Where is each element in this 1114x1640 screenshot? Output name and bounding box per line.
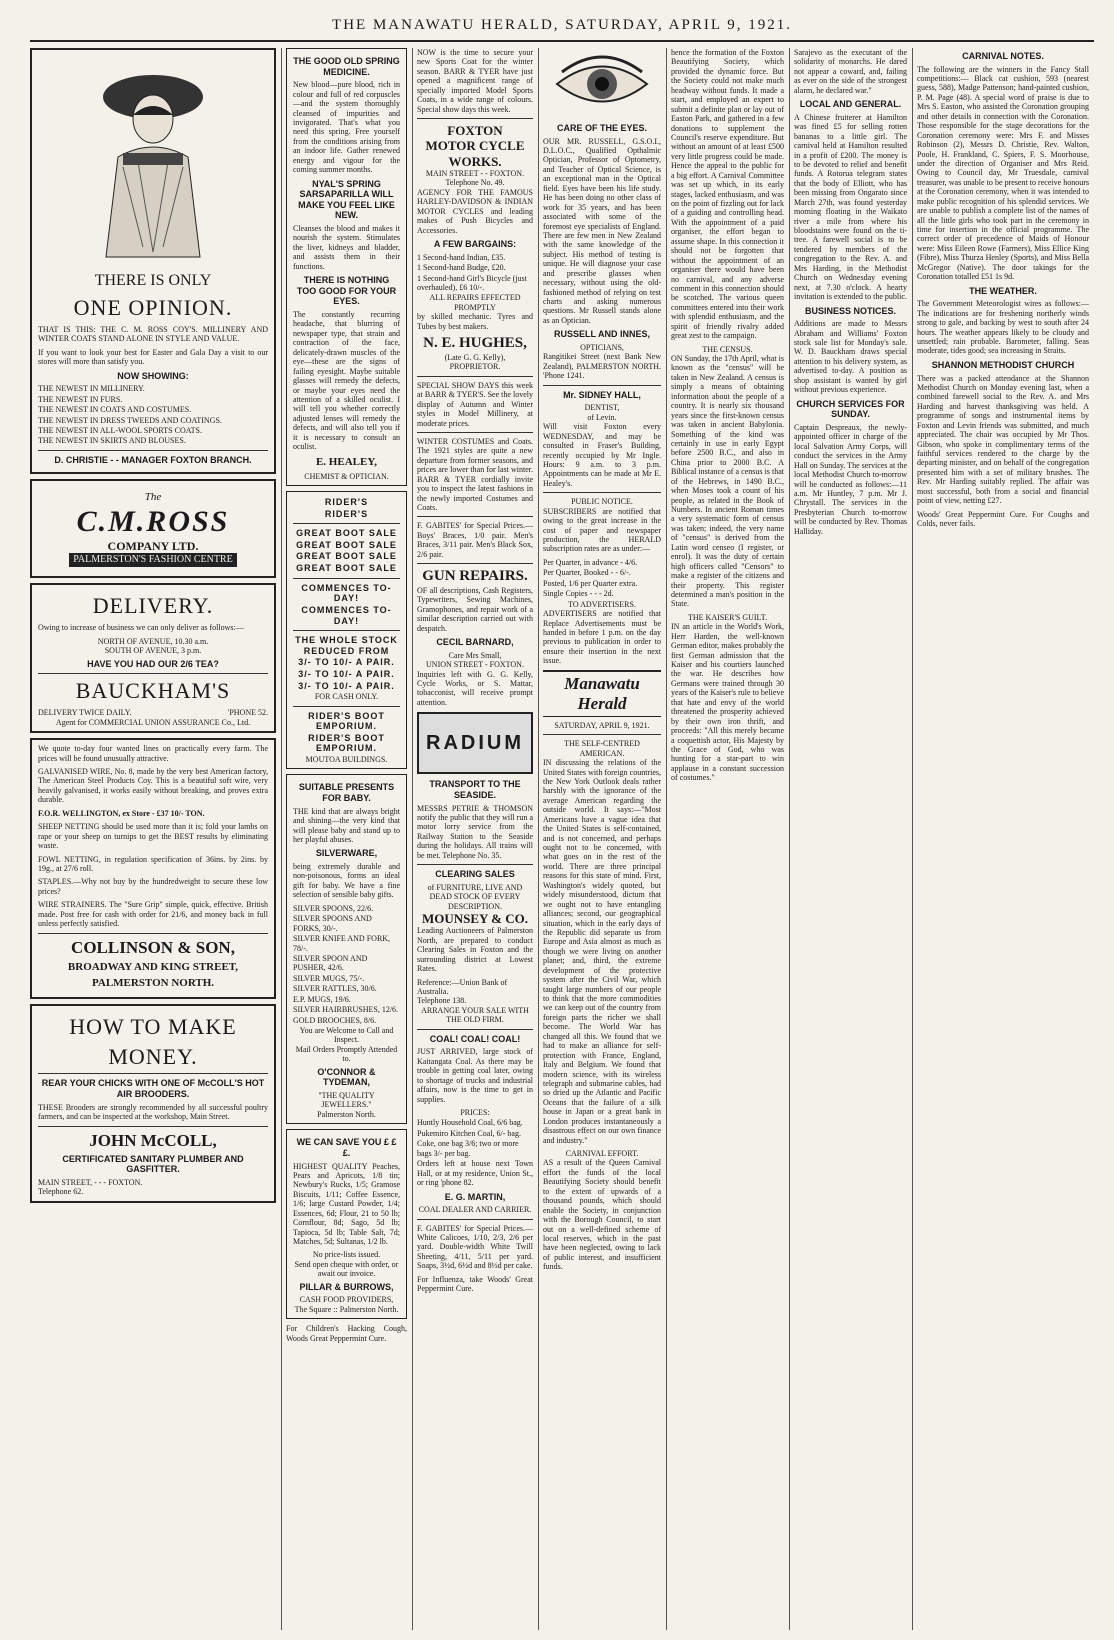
column-rule — [666, 48, 667, 1630]
russell-address: Rangitikei Street (next Bank New Zealand), PALMERSTON NORTH. 'Phone 1241. — [543, 352, 661, 381]
russell-sub: OPTICIANS, — [580, 342, 624, 352]
arrange-line: ARRANGE YOUR SALE WITH THE OLD FIRM. — [421, 1005, 529, 1025]
advertisers-text: ADVERTISERS are notified that Replace Advertisements must be handed in before 1 p.m. on the day previous to publication in order to ensure their insertion in the next issue. — [543, 609, 661, 666]
column-6 — [794, 48, 907, 1630]
gun-text: OF all descriptions, Cash Registers, Typewriters, Sewing Machines, Gramophones, and repair work of a similar description carried out with despatch. — [417, 585, 533, 633]
hall-sub: DENTIST, — [584, 403, 620, 413]
carnival-notes-text: The following are the winners in the Fancy Stall competitions:— Black cat cushion, 593 (nearest guess, 588), Madge Pattenson; hand-painted cushion, P. M. Page (48). A special word of praise is due to Mrs S. Easton, who assisted the Coronation grouping and other details in connection with the Coronation. Those responsible for the stage decorations for the Coronation ceremony were: Mrs F. and Misses Robinson (2), Messrs D. Christie, Rev. Walton, Poole, H. Frankland, C. Spiers, F. S. Moorhouse, under the direction of Organiser and Mrs Reid. Owing to Council day, Mr Truesdale, carnival treasurer, was unable to be present to receive honours at the Coronation ceremony, when it was intended to make public recognition of his splendid services. We are unable to publish a complete list of the names of all the little girls who took part in the ceremony in time for insertion in the official programme. The correct order of precedence of Maids of Honour were: Miss Eileen Rowe (Farmers), Miss Ellice King (Fibre), Miss Thurza Henley (Sports), and Miss Bella McGregor (Native). The door takings for the Coronation totalled £51 1s 9d. — [917, 64, 1089, 282]
hall-name: Mr. SIDNEY HALL, — [563, 389, 641, 400]
shannon-heading: SHANNON METHODIST CHURCH — [931, 359, 1075, 370]
bargain-item: 1 Second-hand Budge, £20. — [417, 263, 506, 273]
money-heading-2: MONEY. — [108, 1043, 198, 1069]
pair-line: 3/- TO 10/- A PAIR. — [298, 680, 395, 691]
column-7 — [917, 48, 1089, 1630]
column-1 — [30, 48, 276, 1630]
local-heading: LOCAL AND GENERAL. — [799, 99, 902, 110]
silver-item: GOLD BROOCHES, 8/6. — [293, 1015, 377, 1025]
mccoll-address: MAIN STREET, - - - FOXTON. — [38, 1177, 143, 1187]
silver-item: SILVER MUGS, 75/-. — [293, 973, 365, 983]
showing-item: THE NEWEST IN ALL-WOOL SPORTS COATS. — [38, 425, 202, 435]
riders-heading: RIDER'S — [324, 508, 369, 519]
motor-address: MAIN STREET - - FOXTON. Telephone No. 49. — [425, 169, 525, 188]
opinion-line-2: ONE OPINION. — [73, 294, 233, 320]
baby-text: THE kind that are always bright and shining—the very kind that will please baby and stand up to her playful abuses. — [293, 806, 400, 844]
logo-the: The — [144, 490, 162, 503]
silver-item: E.P. MUGS, 19/6. — [293, 994, 351, 1004]
repairs-text: by skilled mechanic. Tyres and Tubes by best makers. — [417, 312, 533, 331]
bauckham-name: BAUCKHAM'S — [75, 678, 231, 704]
editorial-heading: THE SELF-CENTRED AMERICAN. — [564, 739, 640, 758]
showing-item: THE NEWEST IN COATS AND COSTUMES. — [38, 405, 192, 415]
mccoll-advert — [30, 1004, 276, 1203]
delivery-heading: DELIVERY. — [92, 593, 214, 619]
weather-text: The Government Meteorologist wires as follows:— The indications are for freshening northerly winds strong to gale, and backing by west to south after 24 hours. The weather appears likely to be cloudy and unsettled; rain probable. Barometer, falling. Seas moderate, tides good; sea increasing in Straits. — [917, 299, 1089, 356]
column-5 — [671, 48, 784, 1630]
census-text: ON Sunday, the 17th April, what is known as the "census" will be taken in New Zealand. A census is simply a means of obtaining information about the people of a country. It is nearly six thousand years since the first-known census was taken in ancient Babylonia. Something of the kind was certainly in use in early Egypt before 2500 B.C., and also in China prior to 2000 B.C. A Biblical instance of a census is that of the Hebrews, in 1490 B.C., when Moses took a count of his people, as related in the Book of Numbers. In ancient Roman times a very systematic form of census was taken; indeed, the very name of "census" is derived from the Latin word censeo (I register, or enrol). It was the duty of certain high officers called "Censors" to make a register of the citizens and their property. This register determined a man's position in the State. — [671, 354, 784, 609]
showing-item: THE NEWEST IN FURS. — [38, 394, 123, 404]
bargain-item: 1 Second-hand Indian, £35. — [417, 252, 506, 262]
sale-line: GREAT BOOT SALE — [296, 539, 397, 550]
radium-advert — [417, 712, 533, 774]
woods-cure: For Children's Hacking Cough, Woods Great Peppermint Cure. — [286, 1324, 407, 1343]
mounsey-telephone: Telephone 138. — [417, 996, 467, 1006]
eyes-text: The constantly recurring headache, that blurring of newspaper type, that strain and contraction of the face, delicately-drawn muscles of the eye—these are the signs of failing eyesight. Maybe suitable glasses will remedy the defects, or maybe your eyes need the attention of a skilled oculist. I will tell you whether correctly adjusted lenses will remedy the defects, and will also tell you if it is necessary to consult an oculist. — [293, 310, 400, 452]
collinson-item: WIRE STRAINERS. The "Sure Grip" simple, quick, effective. British made. Post free for cash with order for 21/6, and money back in full unless perfectly satisfied. — [38, 900, 268, 929]
carnival-effort-heading: CARNIVAL EFFORT. — [565, 1149, 639, 1159]
emporium-line: RIDER'S BOOT EMPORIUM. — [308, 732, 385, 754]
opinion-text: THAT IS THIS: THE C. M. ROSS COY'S. MILLINERY AND WINTER COATS STAND ALONE IN STYLE AND VALUE. — [38, 324, 268, 344]
logo-company: COMPANY LTD. — [107, 539, 199, 554]
coal-orders: Orders left at house next Town Hall, or at my residence, Union St., or ring 'phone 82. — [417, 1159, 533, 1188]
rate-line: Per Quarter, Booked - - 6/-. — [543, 568, 631, 578]
logo-main: C.M.ROSS — [76, 504, 230, 538]
price-item: Huntly Household Coal, 6/6 bag. — [417, 1118, 523, 1128]
delivery-advert — [30, 583, 276, 733]
showing-item: THE NEWEST IN MILLINERY. — [38, 384, 145, 394]
silver-item: SILVER HAIRBRUSHES, 12/6. — [293, 1005, 399, 1015]
collinson-advert — [30, 738, 276, 998]
column-2 — [286, 48, 407, 1630]
herald-date: SATURDAY, APRIL 9, 1921. — [554, 720, 650, 730]
hughes-prop: PROPRIETOR. — [449, 362, 501, 372]
silver-item: SILVER KNIFE AND FORK, 78/-. — [293, 934, 391, 953]
clearing-heading: CLEARING SALES — [435, 869, 515, 880]
winter-costumes-text: WINTER COSTUMES and Coats. The 1921 styles are quite a new departure from former seasons, and prices are lower than for last winter. BARR & TYER cordially invite you to inspect the latest fashions in the newly imported Costumes and Coats. — [417, 436, 533, 513]
column-3 — [417, 48, 533, 1630]
logo-centre: PALMERSTON'S FASHION CENTRE — [69, 553, 236, 567]
showing-item: THE NEWEST IN DRESS TWEEDS AND COATINGS. — [38, 415, 222, 425]
silver-text: being extremely durable and non-poisonous, forms an ideal gift for baby. We have a fine selection of sensible baby gifts. — [293, 862, 400, 900]
pair-line: 3/- TO 10/- A PAIR. — [298, 668, 395, 679]
sale-line: GREAT BOOT SALE — [296, 528, 397, 539]
martin-sub: COAL DEALER AND CARRIER. — [418, 1205, 532, 1215]
rate-line: Per Quarter, in advance - 4/6. — [543, 557, 638, 567]
census-heading: THE CENSUS. — [702, 344, 753, 354]
collinson-address: BROADWAY AND KING STREET, — [67, 960, 239, 973]
hughes-name: N. E. HUGHES, — [423, 335, 527, 352]
bauckham-agent: Agent for COMMERCIAL UNION ASSURANCE Co., Ltd. — [55, 717, 251, 727]
gabites-text: F. GABITES' for Special Prices.—Boys' Braces, 1/0 pair. Men's Braces, 3/11 pair. Men's Black Sox, 2/6 pair. — [417, 521, 533, 559]
clearing-sub: of FURNITURE, LIVE AND DEAD STOCK OF EVERY DESCRIPTION. — [427, 882, 523, 911]
kaiser-continued-text: Sarajevo as the executant of the solidarity of monarchs. He dared not appear a coward, and, failing as ever on the side of the strongest alarm, he declared war." — [794, 48, 907, 95]
collinson-intro: We quote to-day four wanted lines on practically every farm. The prices will be found unusually attractive. — [38, 744, 268, 763]
foxton-heading: FOXTON — [447, 123, 503, 139]
money-heading-1: HOW TO MAKE — [69, 1013, 237, 1039]
business-text: Additions are made to Messrs Abraham and Williams' Foxton stock sale list for Monday's sale. W. D. Bauckham draws special attention to his delivery system, as advertised to-day. A position as shop assistant is wanted by girl without previous experience. — [794, 319, 907, 395]
riders-advert — [286, 491, 407, 769]
herald-nameplate: Manawatu Herald — [543, 670, 661, 717]
silver-item: SILVER SPOONS, 22/6. — [293, 903, 374, 913]
price-item: Pukemiro Kitchen Coal, 6/- bag. — [417, 1128, 521, 1138]
spring-heading: THE GOOD OLD SPRING MEDICINE. — [293, 56, 400, 77]
mounsey-reference: Reference:—Union Bank of Australia. — [417, 977, 508, 997]
collinson-item: F.O.R. WELLINGTON, ex Store - £37 10/- TON. — [38, 808, 205, 818]
carnival-effort-text: AS a result of the Queen Carnival effort the funds of the local Beautifying Society should benefit to the extent of upwards of a thousand pounds, which should enable the Society, in conjunction with the Borough Council, to start out on a well-defined scheme of local reserves, which in the past have been neglected, owing to lack of public interest, and insufficient funds. — [543, 1158, 661, 1272]
show-days-text: SPECIAL SHOW DAYS this week at BARR & TYER'S. See the lovely display of Autumn and Winter styles in Model Millinery, at moderate prices. — [417, 380, 533, 428]
motor-agency: AGENCY FOR THE FAMOUS HARLEY-DAVIDSON & INDIAN MOTOR CYCLES and leading makes of Push Bicycles and Accessories. — [417, 187, 533, 235]
silver-item: SILVER SPOON AND PUSHER, 42/6. — [293, 953, 368, 973]
hughes-sub: (Late G. G. Kelly), — [444, 352, 506, 362]
russell-name: RUSSELL AND INNES, — [553, 329, 650, 340]
gun-heading: GUN REPAIRS. — [422, 568, 528, 585]
bargains-heading: A FEW BARGAINS: — [433, 239, 517, 250]
bauckham-phone: 'PHONE 52. — [227, 708, 268, 718]
eye-icon — [552, 54, 652, 114]
woods-cure-2: Woods' Great Peppermint Cure. For Coughs and Colds, never fails. — [917, 509, 1089, 529]
money-text: THESE Brooders are strongly recommended by all successful poultry farmers, and can be inspected at the workshop, Main Street. — [38, 1102, 268, 1122]
bauckham-delivery: DELIVERY TWICE DAILY. — [38, 708, 132, 718]
column-rule — [538, 48, 539, 1630]
nyal-heading: NYAL'S SPRING SARSAPARILLA WILL MAKE YOU FEEL LIKE NEW. — [298, 178, 395, 221]
delivery-text: Owing to increase of business we can only deliver as follows:— — [38, 623, 244, 633]
notice-text: SUBSCRIBERS are notified that owing to the great increase in the cost of paper and newspaper production, the HERALD subscription rates are as under:— — [543, 506, 661, 554]
save-heading: WE CAN SAVE YOU £ £ £. — [296, 1137, 397, 1158]
pillar-advert — [286, 1129, 407, 1319]
mounsey-name: MOUNSEY & CO. — [421, 911, 529, 927]
motor-heading: MOTOR CYCLE WORKS. — [425, 138, 525, 169]
carnival-notes-heading: CARNIVAL NOTES. — [962, 51, 1044, 61]
manager-line: D. CHRISTIE - - MANAGER FOXTON BRANCH. — [54, 454, 252, 465]
carnival-continued-text: hence the formation of the Foxton Beautifying Society, which provided the dynamic force. But the Society could not make much headway without funds. It made a start, and employed an expert to submit a definite plan or lay out of Easton Park, and gathered in a few donations to supplement the Council's reserve expenditure. But without an amount of at least £500 very little progress could be made. Hence the appeal to the public for a big effort. A Carnival Committee was set up which, in its early stages, lacked enthusiasm, and was on the point of fizzling out for lack of a guiding and controlling head. With the appointment of a paid organiser, the effort began to assume shape. In this connection it should not be forgotten that without the appointment of an organiser there would have been no carnival, and any adverse comment in this connection should be scotched. The various queen committees entered into their work with splendid enthusiasm, and the spirit of friendly rivalry added great zest to the campaign. — [671, 48, 784, 341]
radium-label: RADIUM — [426, 731, 524, 754]
collinson-item: GALVANISED WIRE, No. 8, made by the very best American factory, The American Steel Products Coy. This is a beautiful soft wire, very heavily galvanised, it works easily without breaking, and proves extra durable. — [38, 767, 268, 805]
hall-sub-2: of Levin. — [587, 412, 617, 422]
barnard-address: UNION STREET - FOXTON. — [426, 660, 524, 670]
coal-text: JUST ARRIVED, large stock of Kaitangata Coal. As there may be trouble in getting coal later, owing to shortage of trucks and industrial affairs, now is the time to get in supplies. — [417, 1047, 533, 1104]
care-text: OUR MR. RUSSELL, G.S.O.I., D.L.O.C., Qualified Opthalmic Optician, Professor of Optometry, and Teacher of Optical Science, is an exceptional man in the Optical field. Eyes have been his life study. He has been doing no other class of work for 35 years, and has been associated with some of the foremost eye specialists of England. There are few men in New Zealand with the same knowledge of the subject. His method of testing is unique. He will diagnose your case and prescribe glasses when necessary, without using the old-fashioned method of relying on test charts and asking numerous questions. Mr Russell stands alone as an Optician. — [543, 136, 661, 325]
opinion-sub: If you want to look your best for Easter and Gala Day a visit to our stores will more than satisfy you. — [38, 347, 268, 367]
influenza-text: For Influenza, take Woods' Great Peppermint Cure. — [417, 1274, 533, 1294]
column-rule — [281, 48, 282, 1630]
transport-heading: TRANSPORT TO THE SEASIDE. — [429, 779, 521, 800]
barnard-name: CECIL BARNARD, — [436, 637, 514, 648]
care-heading: CARE OF THE EYES. — [556, 123, 647, 133]
weather-heading: THE WEATHER. — [969, 285, 1037, 296]
nyal-text: Cleanses the blood and makes it nourish the system. Stimulates the liver, kidneys and bladder, and assists them in their functions. — [293, 224, 400, 271]
oconnor-name: O'CONNOR & TYDEMAN, — [317, 1066, 376, 1088]
rate-line: Posted, 1/6 per Quarter extra. — [543, 578, 638, 588]
oconnor-advert — [286, 774, 407, 1124]
editorial-text: IN discussing the relations of the United States with foreign countries, the New York Outlook deals rather harshly with the ignorance of the average American regarding the outside world. It says:—"Most Americans have a vague idea that the United States is self-contained, and is not concerned, and perhaps ought not to be concerned, with what goes on in the rest of the world. There are three principal reasons for this state of mind. First, Washington's widely quoted, but widely misunderstood, dictum that we ought not to have entangling alliances; second, our geographical situation, which in the early days of the Republic did separate us from Europe and Asia almost as much as though we were living on another planet; and, third, the extreme development of the protective system after the Civil War, which taught large numbers of our people to think that the more commodities we can keep out of the country from foreign parts the richer we shall become. The World War has changed all this. We found that we had to make an alliance for self-protection with France, England, Italy and Belgium. We found that modern science, with its wireless telegraph and submarine cables, had so dried up the Atlantic and Pacific Oceans that the failure of a silk house in Japan or a great bank in London produces instantaneously a disastrous effect on our own finance and industry." — [543, 758, 661, 1145]
sale-line: GREAT BOOT SALE — [296, 551, 397, 562]
barnard-sub: Care Mrs Small, — [448, 650, 502, 660]
local-text: A Chinese fruiterer at Hamilton was fined £5 for selling rotten bananas to a little girl. The carnival held at Hamilton resulted in a profit of £200. The money is to be devoted to relief and benefit funds. A Rotorua telegram states that the body of Elliott, who has been missing from Ongarato since March 27th, was found yesterday morning floating in the Waikato river a mile from where his bloodstains were found on the ti-tree. A farewell social is to be tendered by members of the congregation to the Rev. A. and Mrs Harding, in the Methodist Church on Wednesday evening next, at 7.30 o'clock. A hearty invitation is extended to the public. — [794, 112, 907, 302]
pillar-address: The Square :: Palmerston North. — [294, 1304, 399, 1314]
showing-list — [38, 384, 268, 446]
now-showing-heading: NOW SHOWING: — [117, 370, 189, 381]
notice-heading: PUBLIC NOTICE. — [571, 497, 633, 507]
barnard-note: Inquiries left with G. G. Kelly, Cycle Works, or S. Mattar, tobacconist, will receive prompt attention. — [417, 669, 533, 707]
gabites-text-2: F. GABITES' for Special Prices.—White Calicoes, 1/10, 2/3, 2/6 per yard. Double-width White Twill Sheeting, 4/11, 5/11 per yard. Soaps, 3½d, 6½d and 8½d per cake. — [417, 1223, 533, 1271]
advertisers-heading: TO ADVERTISERS. — [568, 599, 636, 609]
riders-heading: RIDER'S — [324, 497, 369, 508]
healey-sub: CHEMIST & OPTICIAN. — [304, 471, 389, 481]
whole-stock: THE WHOLE STOCK REDUCED FROM — [295, 635, 398, 656]
delivery-north: NORTH OF AVENUE, 10.30 a.m. — [97, 636, 209, 646]
shannon-text: There was a packed attendance at the Shannon Methodist Church on Monday evening last, when a combined farewell social to the Rev. A. and Mrs Harding and harvest thanksgiving was held. A programme of songs and instrumental items by Foxton and Levin friends was submitted, and much appreciated. The chair was occupied by Mr Thos. Gibson, who spoke in complimentary terms of the faithful services rendered to the charge by the departing minister, and on behalf of the congregation presented him with a set of military brushes. The Rev. Mr Harding suitably replied. The affair was most successful, both from a social and financial point of view, netting £27. — [917, 373, 1089, 506]
mccoll-sub: CERTIFICATED SANITARY PLUMBER AND GASFITTER. — [62, 1153, 244, 1175]
column-4 — [543, 48, 661, 1630]
church-text: Captain Despreaux, the newly-appointed officer in charge of the local Salvation Army Corps, will conduct the services in the Army Hall on Sunday. The services at the local Methodist Church to-morrow will be conducted as follows:—11 a.m. Mr Huntley, 7 p.m. Mr J. Chrystall. The services in the Presbyterian Church to-morrow will be conducted by Rev. Thomas Halliday. — [794, 422, 907, 536]
moutoa-buildings: MOUTOA BUILDINGS. — [305, 755, 388, 765]
lady-in-hat-illustration — [38, 54, 268, 269]
rate-line: Single Copies - - - 2d. — [543, 589, 614, 599]
healey-name: E. HEALEY, — [315, 455, 378, 468]
transport-text: MESSRS PETRIE & THOMSON notify the public that they will run a motor lorry service from the Railway Station to the Seaside during the holidays. All trains will be met. Telephone No. 35. — [417, 803, 533, 860]
coats-text: NOW is the time to secure your new Sports Coat for the winter season. BARR & TYER have just opened a magnificent range of specially imported Model Sports Coats, in a wide range of colours. Special show days this week. — [417, 48, 533, 114]
save-text: HIGHEST QUALITY Peaches, Pears and Apricots, 1/8 tin; Newbury's Rucks, 1/5; Gramose Biscuits, 1/11; Coffee Essence, 1/6; large Custard Powder, 1/4; Essences, 6d; Flour, 21 to 50 lb; Cornflour, 8d; Sago, 5d lb; Tapioca, 5d lb; Table Salt, 7d; Matches, 5d; Sultanas, 1/2 lb. — [293, 1161, 400, 1247]
prices-heading: PRICES: — [460, 1108, 490, 1118]
silver-item: SILVER RATTLES, 30/6. — [293, 984, 377, 994]
coal-heading: COAL! COAL! COAL! — [429, 1033, 521, 1044]
collinson-name: COLLINSON & SON, — [71, 937, 235, 957]
spring-text: New blood—pure blood, rich in colour and full of red corpuscles—and the system thoroughly cleansed of impurities and invigorated. That's what you need this spring. Free yourself from the conditions arising from an indoor life. Gather renewed energy and vigour for the coming summer months. — [293, 80, 400, 175]
save-note: No price-lists issued. — [312, 1250, 381, 1260]
repairs-heading: ALL REPAIRS EFFECTED PROMPTLY — [429, 293, 521, 312]
eyes-heading: THERE IS NOTHING TOO GOOD FOR YOUR EYES. — [296, 275, 397, 307]
collinson-item: STAPLES.—Why not buy by the hundredweight to secure these low prices? — [38, 877, 268, 896]
column-rule — [789, 48, 790, 1630]
sale-line: GREAT BOOT SALE — [296, 563, 397, 574]
silver-invite: You are Welcome to Call and Inspect. — [299, 1026, 394, 1045]
save-order: Send open cheque with order, or await our invoice. — [294, 1259, 399, 1279]
kaiser-text: IN an article in the World's Work, Herr Harden, the well-known German editor, makes probably the first German admission that the Kaiser and his courtiers launched the war. He describes how Germans were trained through 30 years of the Kaiser's rule to believe that hate and envy of the world threatened the prosperity achieved by their own iron thrift, and proceeds: "All this merely became a coquettish actor, His Majesty by the Grace of God, who was hunting for a star-part to win applause in a constant succession of costumes." — [671, 622, 784, 783]
martin-name: E. G. MARTIN, — [444, 1191, 506, 1202]
cash-only: FOR CASH ONLY. — [314, 692, 379, 702]
oconnor-sub: "THE QUALITY JEWELLERS." — [318, 1091, 375, 1110]
delivery-tea: HAVE YOU HAD OUR 2/6 TEA? — [87, 658, 219, 669]
silver-mail: Mail Orders Promptly Attended to. — [295, 1044, 398, 1064]
eye-illustration — [543, 48, 661, 120]
pillar-sub: CASH FOOD PROVIDERS, — [299, 1295, 394, 1305]
bargain-item: 1 Second-hand Girl's Bicycle (just overhauled), £6 10/-. — [417, 273, 527, 293]
masthead: THE MANAWATU HERALD, SATURDAY, APRIL 9, 1921. — [30, 10, 1094, 42]
collinson-item: SHEEP NETTING should be used more than it is; fold your lambs on rape or your sheep on turnips to get the BEST results by eliminating waste. — [38, 822, 268, 851]
pillar-name: PILLAR & BURROWS, — [299, 1281, 394, 1292]
silver-heading: SILVERWARE, — [315, 848, 378, 859]
money-sub: REAR YOUR CHICKS WITH ONE OF McCOLL'S HOT AIR BROODERS. — [41, 1078, 265, 1100]
lady-illustration-icon — [78, 57, 228, 267]
kaiser-heading: THE KAISER'S GUILT. — [688, 612, 767, 622]
collinson-city: PALMERSTON NORTH. — [91, 976, 215, 989]
price-item: Coke, one bag 3/6; two or more bags 3/- per bag. — [417, 1139, 519, 1158]
commences-line: COMMENCES TO-DAY! — [301, 604, 392, 626]
mounsey-text: Leading Auctioneers of Palmerston North, are prepared to conduct Clearing Sales in Foxton and the surrounding district at Lowest Rates. — [417, 926, 533, 974]
delivery-south: SOUTH OF AVENUE, 3 p.m. — [104, 646, 202, 656]
cm-ross-logo — [30, 479, 276, 578]
showing-item: THE NEWEST IN SKIRTS AND BLOUSES. — [38, 436, 186, 446]
collinson-item: FOWL NETTING, in regulation specification of 36ins. by 2ins. by 19g., at 27/6 roll. — [38, 854, 268, 873]
column-rule — [912, 48, 913, 1630]
mccoll-name: JOHN McCOLL, — [89, 1130, 217, 1150]
church-heading: CHURCH SERVICES FOR SUNDAY. — [796, 398, 905, 420]
column-rule — [412, 48, 413, 1630]
ross-advert — [30, 48, 276, 474]
healey-advert — [286, 48, 407, 486]
opinion-line-1: THERE IS ONLY — [94, 272, 212, 289]
oconnor-address: Palmerston North. — [317, 1109, 376, 1119]
hall-text: Will visit Foxton every WEDNESDAY, and may be consulted in Fraser's Building, recently occupied by Mr Ingle. Hours: 9 a.m. to 3 p.m. Appointments can be made at Mr E. Healey's. — [543, 422, 661, 488]
baby-heading: SUITABLE PRESENTS FOR BABY. — [298, 782, 395, 804]
pair-line: 3/- TO 10/- A PAIR. — [298, 657, 395, 668]
mccoll-phone: Telephone 62. — [38, 1187, 84, 1197]
silver-item: SILVER SPOONS AND FORKS, 30/-. — [293, 914, 372, 933]
emporium-line: RIDER'S BOOT EMPORIUM. — [308, 710, 385, 732]
commences-line: COMMENCES TO-DAY! — [301, 582, 392, 604]
business-heading: BUSINESS NOTICES. — [804, 305, 896, 316]
